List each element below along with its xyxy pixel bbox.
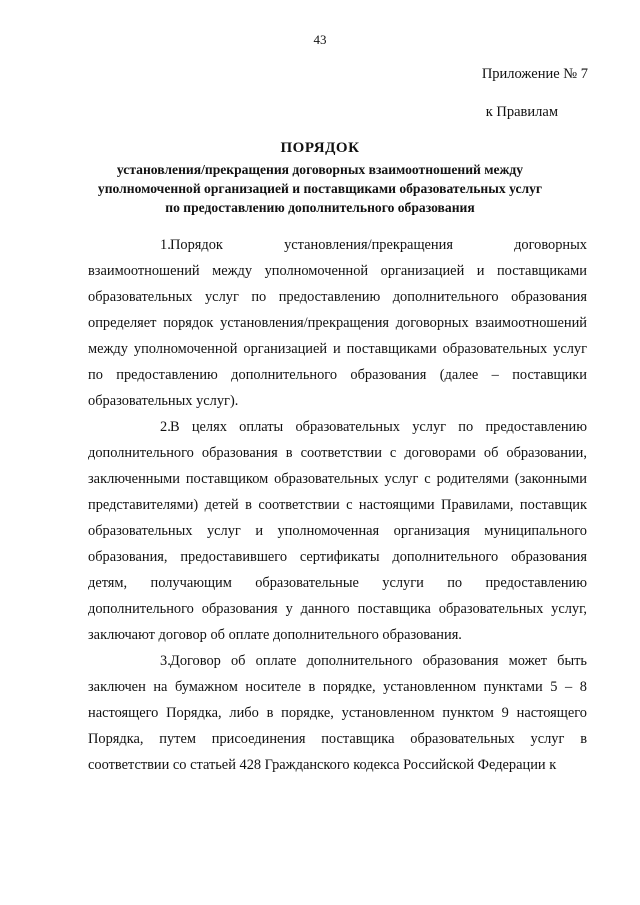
paragraph-number: 3. (160, 653, 171, 669)
document-body (88, 232, 587, 778)
subtitle-line: уполномоченной организацией и поставщиками образовательных услуг (97, 181, 543, 196)
appendix-label: Приложение № 7 (481, 66, 588, 82)
paragraph-text: В целях оплаты образовательных услуг по предоставлению дополнительного образования в соответствии с договорами об образовании, заключенными поставщиком образовательных услуг с родителями (законными представителями) детей в соответствии с настоящими Правилами, поставщик образовательных услуг и уполномоченная организация муниципального образования, предоставившего сертификаты дополнительного образования детям, получающим образовательные услуги по предоставлению дополнительного образования у данного поставщика образовательных услуг, заключают договор об оплате дополнительного образования. (88, 419, 587, 643)
paragraph-1 (88, 232, 587, 414)
paragraph-text: Порядок установления/прекращения договорных взаимоотношений между уполномоченной организацией и поставщиками образовательных услуг по предоставлению дополнительного образования определяет порядок установления/прекращения договорных взаимоотношений между уполномоченной организацией и поставщиками образовательных услуг по предоставлению дополнительного образования (далее – поставщики образовательных услуг). (88, 237, 587, 409)
page-number: 43 (313, 32, 327, 47)
document-subtitle (0, 160, 640, 217)
appendix-reference: к Правилам (485, 104, 558, 120)
paragraph-2 (88, 414, 587, 648)
paragraph-number: 2. (160, 419, 171, 435)
paragraph-3 (88, 648, 587, 778)
paragraph-text: Договор об оплате дополнительного образования может быть заключен на бумажном носителе в порядке, установленном пунктами 5 – 8 настоящего Порядка, либо в порядке, установленном пунктом 9 настоящего Порядка, путем присоединения поставщика образовательных услуг в соответствии со статьей 428 Гражданского кодекса Российской Федерации к (88, 653, 587, 773)
paragraph-number: 1. (160, 237, 171, 253)
subtitle-line: по предоставлению дополнительного образования (165, 200, 475, 215)
subtitle-line: установления/прекращения договорных взаимоотношений между (116, 162, 524, 177)
document-title: ПОРЯДОК (280, 140, 360, 156)
